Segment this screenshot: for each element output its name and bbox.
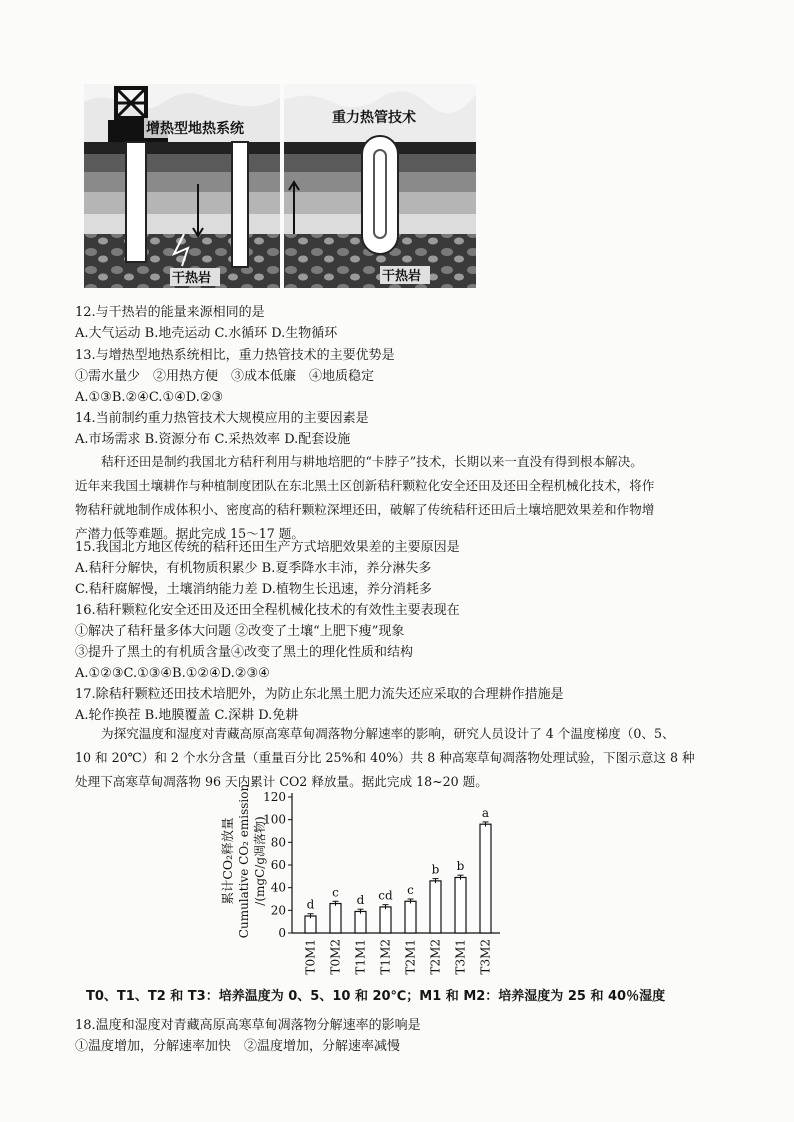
- category-label: T1M1: [353, 939, 368, 975]
- category-label: T0M2: [328, 939, 343, 975]
- y-tick-label: 80: [270, 835, 286, 850]
- left-panel: [84, 84, 280, 288]
- q14-stem: 14.当前制约重力热管技术大规模应用的主要因素是: [75, 411, 369, 426]
- significance-letter: d: [356, 893, 365, 908]
- q16-items-2: ③提升了黑土的有机质含量④改变了黑土的理化性质和结构: [75, 645, 414, 660]
- y-tick-label: 20: [270, 903, 286, 918]
- passage-line: 为探究温度和湿度对青藏高原高寒草甸凋落物分解速率的影响，研究人员设计了 4 个温度梯度（0、5、: [101, 726, 675, 741]
- passage-line: 处理下高寒草甸凋落物 96 天内累计 CO2 释放量。据此完成 18~20 题。: [75, 774, 488, 789]
- left-panel-label: 增热型地热系统: [146, 121, 244, 137]
- significance-letter: a: [481, 805, 490, 820]
- significance-letter: d: [306, 897, 315, 912]
- y-tick-label: 0: [278, 926, 286, 940]
- bar: [355, 911, 366, 933]
- q16-options: A.①②③C.①③④B.①②④D.②③④: [75, 666, 270, 681]
- bar: [330, 904, 341, 933]
- category-label: T1M2: [378, 939, 393, 975]
- passage-line: 秸秆还田是制约我国北方秸秆利用与耕地培肥的“卡脖子”技术，长期以来一直没有得到根本解决。: [101, 454, 643, 469]
- q16-items-1: ①解决了秸秆量多体大问题 ②改变了土壤“上肥下瘦”现象: [75, 624, 405, 639]
- co2-bar-chart: [210, 785, 510, 985]
- bar: [380, 907, 391, 933]
- passage-line: 产潜力低等难题。据此完成 15～17 题。: [75, 526, 304, 541]
- co2-chart: [210, 785, 510, 985]
- y-axis-label: /(mgC/g凋落物): [253, 816, 267, 906]
- q16-stem: 16.秸秆颗粒化安全还田及还田全程机械化技术的有效性主要表现在: [75, 603, 460, 618]
- geothermal-figure: [84, 84, 476, 288]
- q17-options: A.轮作换茬 B.地膜覆盖 C.深耕 D.免耕: [75, 708, 299, 723]
- q18-stem: 18.温度和湿度对青藏高原高寒草甸凋落物分解速率的影响是: [75, 1018, 421, 1033]
- y-tick-label: 40: [270, 880, 286, 895]
- y-axis-label: Cumulative CO₂ emission: [237, 785, 251, 939]
- rock-label-right: 干热岩: [382, 269, 422, 284]
- q13-items: ①需水量少 ②用热方便 ③成本低廉 ④地质稳定: [75, 369, 375, 384]
- q17-stem: 17.除秸秆颗粒还田技术培肥外，为防止东北黑土肥力流失还应采取的合理耕作措施是: [75, 687, 564, 702]
- y-tick-label: 60: [270, 858, 286, 872]
- y-tick-label: 100: [263, 812, 286, 827]
- passage-line: 10 和 20℃）和 2 个水分含量（重量百分比 25%和 40%）共 8 种高寒草甸凋落物处理试验，下图示意这 8 种: [75, 750, 695, 765]
- passage-line: 近年来我国土壤耕作与种植制度团队在东北黑土区创新秸秆颗粒化安全还田及还田全程机械化技术，将作: [75, 478, 655, 493]
- passage-line: 物秸秆就地制作成体积小、密度高的秸秆颗粒深埋还田，破解了传统秸秆还田后土壤培肥效果差和作物增: [75, 502, 655, 517]
- bar: [430, 881, 441, 933]
- q12-stem: 12.与干热岩的能量来源相同的是: [75, 305, 265, 320]
- q12-options: A.大气运动 B.地壳运动 C.水循环 D.生物循环: [75, 326, 338, 341]
- category-label: T0M1: [303, 939, 318, 975]
- q15-options-2: C.秸秆腐解慢，土壤消纳能力差 D.植物生长迅速，养分消耗多: [75, 582, 432, 597]
- bar: [455, 877, 466, 933]
- significance-letter: b: [431, 862, 440, 877]
- right-panel: [284, 84, 476, 288]
- q15-stem: 15.我国北方地区传统的秸秆还田生产方式培肥效果差的主要原因是: [75, 540, 460, 555]
- significance-letter: c: [407, 883, 414, 897]
- bar: [480, 824, 491, 933]
- right-panel-label: 重力热管技术: [332, 110, 416, 126]
- passage-co2: [75, 722, 725, 794]
- heat-pipe: [362, 136, 398, 254]
- passage-straw: [75, 450, 725, 546]
- y-axis-label: 累计CO₂释放量: [220, 817, 235, 905]
- category-label: T3M1: [453, 939, 468, 975]
- category-label: T2M1: [403, 939, 418, 975]
- category-label: T2M2: [428, 939, 443, 975]
- category-label: T3M2: [478, 939, 493, 975]
- bar: [305, 916, 316, 933]
- bar: [405, 901, 416, 933]
- significance-letter: c: [332, 885, 339, 900]
- q14-options: A.市场需求 B.资源分布 C.采热效率 D.配套设施: [75, 432, 351, 447]
- q13-options: A.①③B.②④C.①④D.②③: [75, 390, 224, 405]
- significance-letter: cd: [378, 888, 393, 903]
- q15-options-1: A.秸秆分解快，有机物质积累少 B.夏季降水丰沛，养分淋失多: [75, 561, 432, 576]
- rock-label-left: 干热岩: [172, 271, 212, 286]
- q18-items: ①温度增加，分解速率加快 ②温度增加，分解速率减慢: [75, 1039, 401, 1054]
- chart-caption: T0、T1、T2 和 T3：培养温度为 0、5、10 和 20℃；M1 和 M2：培养湿度为 25 和 40％湿度: [86, 989, 666, 1004]
- y-tick-label: 120: [263, 790, 286, 804]
- q13-stem: 13.与增热型地热系统相比，重力热管技术的主要优势是: [75, 348, 395, 363]
- significance-letter: b: [456, 859, 465, 874]
